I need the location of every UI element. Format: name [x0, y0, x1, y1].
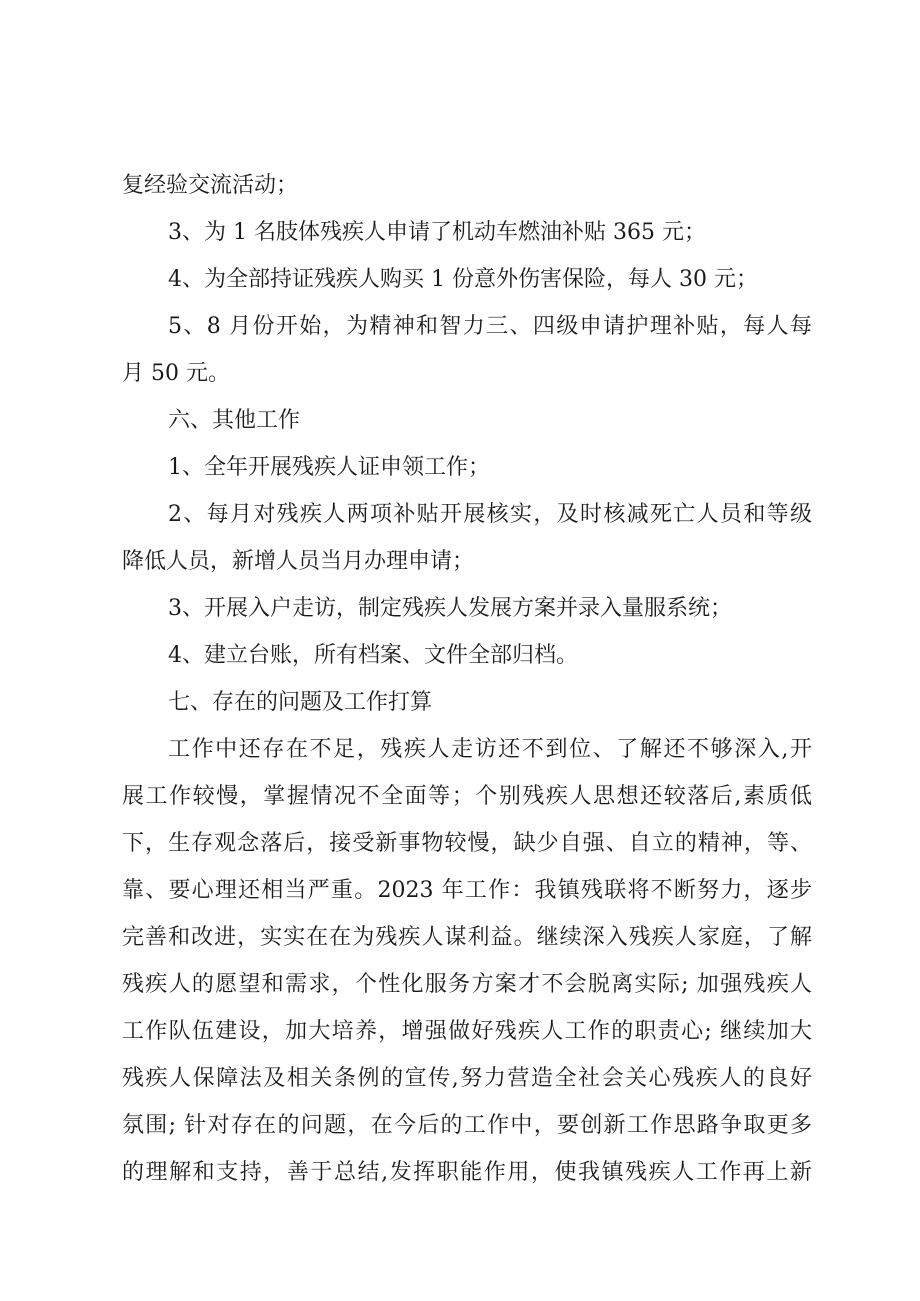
- list-item-5-line-1: 5、8 月份开始，为精神和智力三、四级申请护理补贴，每人每: [168, 314, 812, 339]
- problems-paragraph-line-3: 下，生存观念落后，接受新事物较慢，缺少自强、自立的精神，等、: [122, 831, 812, 856]
- other-work-item-2-line-1: 2、每月对残疾人两项补贴开展核实，及时核减死亡人员和等级: [168, 502, 812, 527]
- problems-paragraph-line-7: 工作队伍建设，加大培养，增强做好残疾人工作的职责心; 继续加大: [122, 1019, 812, 1044]
- list-item-5-line-2: 月 50 元。: [122, 361, 230, 386]
- problems-paragraph-line-6: 残疾人的愿望和需求，个性化服务方案才不会脱离实际; 加强残疾人: [122, 972, 812, 997]
- other-work-item-2-line-2: 降低人员，新增人员当月办理申请；: [122, 549, 475, 574]
- section-heading-other-work: 六、其他工作: [168, 408, 301, 433]
- other-work-item-3: 3、开展入户走访，制定残疾人发展方案并录入量服系统；: [168, 596, 732, 621]
- problems-paragraph-line-9: 氛围; 针对存在的问题，在今后的工作中，要创新工作思路争取更多: [122, 1113, 812, 1138]
- section-heading-problems-plans: 七、存在的问题及工作打算: [168, 690, 433, 715]
- document-body: [122, 162, 812, 1196]
- problems-paragraph-line-8: 残疾人保障法及相关条例的宣传,努力营造全社会关心残疾人的良好: [122, 1066, 812, 1091]
- problems-paragraph-line-10: 的理解和支持，善于总结,发挥职能作用，使我镇残疾人工作再上新: [122, 1160, 812, 1185]
- other-work-item-1: 1、全年开展残疾人证申领工作；: [168, 455, 490, 480]
- other-work-item-4: 4、建立台账，所有档案、文件全部归档。: [168, 643, 578, 668]
- problems-paragraph-line-4: 靠、要心理还相当严重。2023 年工作：我镇残联将不断努力，逐步: [122, 878, 812, 903]
- problems-paragraph-line-5: 完善和改进，实实在在为残疾人谋利益。继续深入残疾人家庭，了解: [122, 925, 812, 950]
- paragraph-continuation-line: 复经验交流活动；: [122, 173, 299, 198]
- problems-paragraph-line-2: 展工作较慢，掌握情况不全面等；个别残疾人思想还较落后,素质低: [122, 784, 812, 809]
- problems-paragraph-line-1: 工作中还存在不足，残疾人走访还不到位、了解还不够深入,开: [168, 737, 812, 762]
- list-item-4: 4、为全部持证残疾人购买 1 份意外伤害保险，每人 30 元；: [168, 267, 758, 292]
- list-item-3: 3、为 1 名肢体残疾人申请了机动车燃油补贴 365 元；: [168, 220, 706, 245]
